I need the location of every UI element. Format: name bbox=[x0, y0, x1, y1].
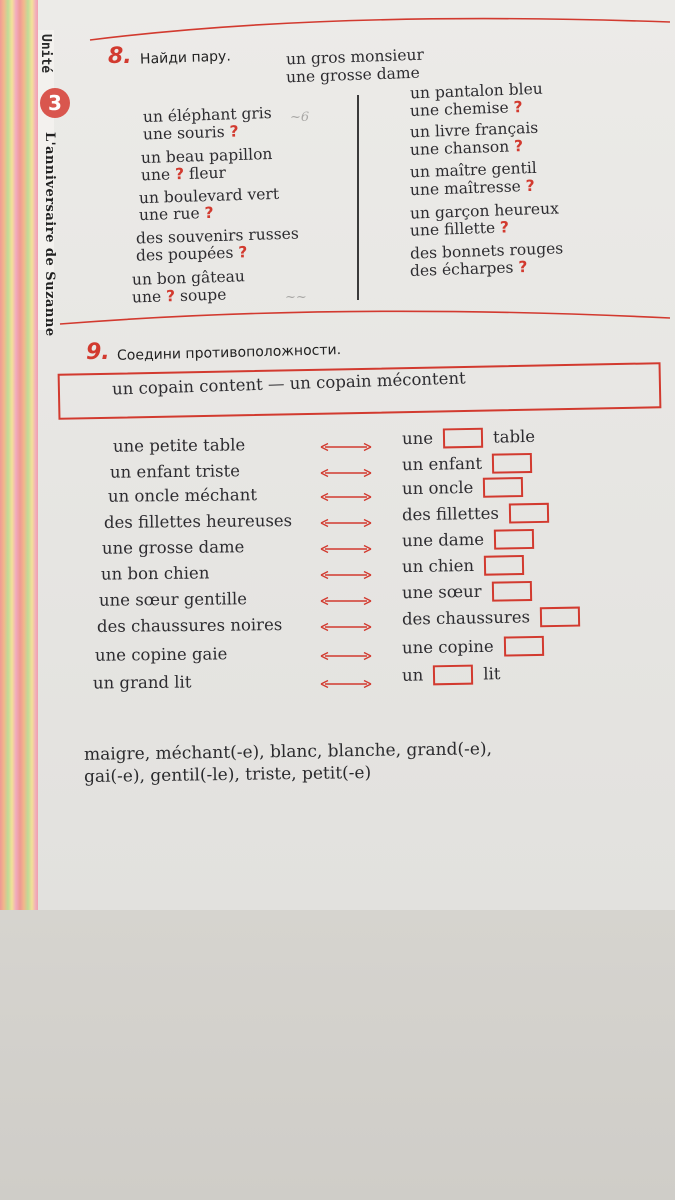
pair-left-line1: un bon gâteau bbox=[131, 267, 246, 289]
double-arrow-icon bbox=[320, 622, 372, 632]
pair-left-line1: des souvenirs russes bbox=[135, 224, 300, 248]
blank-question-mark: ? bbox=[229, 122, 239, 141]
opposite-right-word: des chaussures bbox=[401, 607, 531, 629]
exercise-8-title: Найди пару. bbox=[139, 48, 232, 68]
exercise-8-number: 8. bbox=[108, 44, 132, 69]
double-arrow-icon bbox=[320, 544, 372, 554]
answer-box[interactable] bbox=[484, 555, 524, 576]
pair-right-line1: des bonnets rouges bbox=[409, 239, 564, 263]
pair-left-line2 bbox=[138, 203, 214, 225]
double-arrow-icon bbox=[320, 468, 372, 478]
opposite-right-phrase bbox=[402, 529, 544, 551]
pair-left-line1: un éléphant gris bbox=[142, 103, 272, 127]
answer-box[interactable] bbox=[443, 428, 483, 449]
pair-right-line1: un maître gentil bbox=[409, 158, 537, 182]
pair-right-line2 bbox=[409, 257, 528, 281]
unit-word: Unité bbox=[38, 34, 53, 74]
blank-question-mark: ? bbox=[174, 164, 185, 184]
double-arrow-icon bbox=[320, 518, 372, 528]
double-arrow-icon bbox=[320, 492, 372, 502]
opposite-left-phrase: un enfant triste bbox=[109, 461, 241, 482]
pair-left-line2 bbox=[140, 163, 227, 185]
opposite-right-phrase bbox=[402, 606, 590, 629]
double-arrow-icon bbox=[320, 596, 372, 606]
exercise-9-number: 9. bbox=[86, 340, 110, 365]
opposite-left-phrase: un bon chien bbox=[100, 563, 210, 584]
opposite-right-word: une copine bbox=[401, 636, 494, 658]
opposite-right-phrase bbox=[402, 581, 542, 603]
blank-question-mark: ? bbox=[238, 243, 248, 262]
pair-left-word: des poupées bbox=[135, 243, 234, 265]
desk-surface bbox=[0, 910, 675, 1200]
pair-right-word: une fillette bbox=[409, 218, 496, 240]
pair-right-word: une chemise bbox=[409, 98, 509, 120]
pair-left-word: une rue bbox=[138, 204, 200, 225]
answer-box[interactable] bbox=[503, 636, 543, 657]
opposite-right-word: lit bbox=[483, 663, 501, 684]
unit-title: L'anniversaire de Suzanne bbox=[42, 132, 57, 337]
opposite-left-phrase: une petite table bbox=[112, 435, 246, 456]
blank-question-mark: ? bbox=[518, 257, 528, 277]
pair-right-word: une chanson bbox=[409, 137, 510, 159]
opposite-right-phrase bbox=[402, 636, 554, 659]
pair-left-line2 bbox=[136, 245, 248, 264]
opposite-right-phrase bbox=[402, 427, 535, 449]
answer-box[interactable] bbox=[540, 607, 580, 628]
opposite-left-phrase: des fillettes heureuses bbox=[103, 511, 293, 532]
double-arrow-icon bbox=[320, 442, 372, 452]
opposite-left-phrase: une copine gaie bbox=[94, 644, 228, 665]
example-text: un copain content — un copain mécontent bbox=[111, 368, 466, 399]
pair-right-word: une maîtresse bbox=[409, 177, 522, 200]
pair-right-line2 bbox=[410, 220, 510, 239]
pair-left-line1: un beau papillon bbox=[140, 144, 273, 168]
pair-left-line2 bbox=[142, 122, 239, 144]
pair-right-word: des écharpes bbox=[409, 258, 514, 281]
top-pair-line2: une grosse dame bbox=[285, 63, 421, 87]
pair-right-line2 bbox=[410, 139, 524, 158]
pencil-mark: ~~ bbox=[285, 290, 307, 305]
opposite-left-phrase: une grosse dame bbox=[101, 537, 245, 558]
unit-number-badge: 3 bbox=[40, 88, 70, 118]
top-pair-line1: un gros monsieur bbox=[285, 45, 425, 69]
blank-question-mark: ? bbox=[499, 218, 510, 237]
exercise-9-title: Соедини противоположности. bbox=[116, 342, 342, 364]
pair-left-word: soupe bbox=[179, 285, 227, 305]
opposite-right-phrase bbox=[402, 477, 534, 499]
opposite-right-word: une bbox=[401, 428, 434, 448]
pair-left-word: une bbox=[131, 287, 162, 307]
separator-red-curve bbox=[40, 300, 675, 340]
pair-left-word: une bbox=[140, 165, 171, 185]
pair-left-word: une souris bbox=[142, 122, 225, 144]
answer-box[interactable] bbox=[509, 503, 549, 524]
column-divider bbox=[357, 95, 359, 300]
page-edge-stripes bbox=[0, 0, 38, 910]
blank-question-mark: ? bbox=[165, 287, 176, 306]
answer-box[interactable] bbox=[491, 581, 531, 602]
answer-box[interactable] bbox=[492, 453, 532, 474]
double-arrow-icon bbox=[320, 651, 372, 661]
opposite-left-phrase: une sœur gentille bbox=[98, 589, 248, 610]
pair-left-line1: un boulevard vert bbox=[138, 184, 280, 208]
opposite-left-phrase: un grand lit bbox=[92, 672, 192, 693]
double-arrow-icon bbox=[320, 679, 372, 689]
blank-question-mark: ? bbox=[513, 98, 523, 117]
answer-box[interactable] bbox=[483, 477, 523, 498]
blank-question-mark: ? bbox=[513, 137, 524, 156]
word-bank-line2: gai(-e), gentil(-le), triste, petit(-e) bbox=[83, 762, 372, 788]
pencil-mark: ~6 bbox=[290, 110, 310, 125]
pair-right-line1: un garçon heureux bbox=[409, 199, 560, 223]
opposite-left-phrase: un oncle méchant bbox=[107, 485, 258, 506]
pair-right-line1: un pantalon bleu bbox=[409, 79, 543, 103]
opposite-left-phrase: des chaussures noires bbox=[96, 615, 283, 636]
blank-question-mark: ? bbox=[525, 176, 536, 196]
opposite-right-word: table bbox=[492, 426, 536, 447]
opposite-right-word: un bbox=[401, 665, 424, 685]
opposite-right-word: un chien bbox=[401, 555, 475, 576]
blank-question-mark: ? bbox=[204, 203, 214, 223]
answer-box[interactable] bbox=[494, 529, 534, 550]
opposite-right-word: une dame bbox=[401, 529, 485, 550]
pair-right-line1: un livre français bbox=[409, 118, 539, 142]
opposite-right-phrase bbox=[402, 503, 559, 526]
pair-left-word: fleur bbox=[188, 163, 227, 183]
opposite-right-phrase bbox=[402, 664, 501, 686]
pair-right-line2 bbox=[410, 100, 523, 119]
opposite-right-phrase bbox=[402, 555, 534, 577]
word-bank-line1: maigre, méchant(-e), blanc, blanche, grand(-e), bbox=[83, 739, 493, 765]
opposite-right-word: des fillettes bbox=[401, 503, 500, 525]
opposite-right-word: un oncle bbox=[401, 477, 474, 498]
answer-box[interactable] bbox=[433, 665, 473, 686]
pair-right-line2 bbox=[409, 176, 536, 200]
opposite-right-word: un enfant bbox=[401, 453, 483, 474]
opposite-right-phrase bbox=[402, 453, 542, 475]
double-arrow-icon bbox=[320, 570, 372, 580]
opposite-right-word: une sœur bbox=[401, 581, 482, 602]
